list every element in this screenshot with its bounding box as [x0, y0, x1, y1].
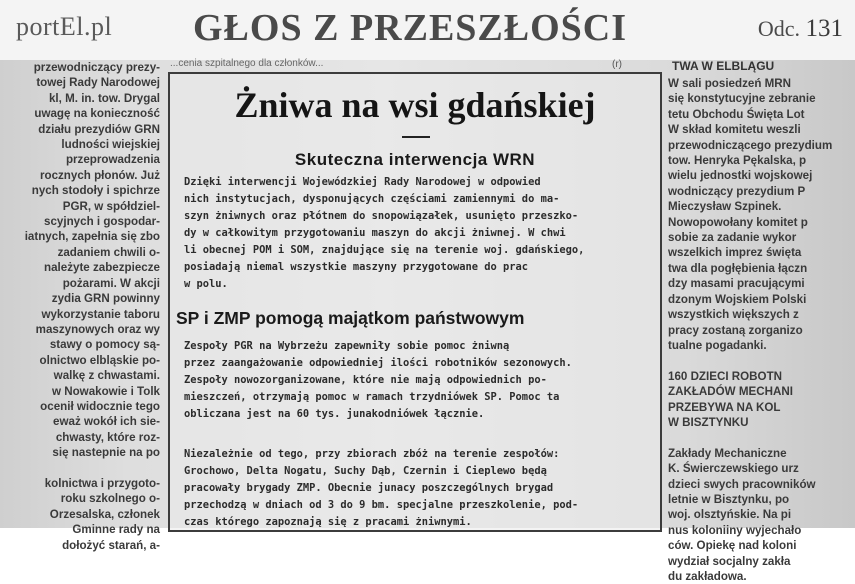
right-column-line: wszystkich większych z [668, 308, 799, 322]
left-column-line: iatnych, zapełnia się zbo [24, 230, 160, 244]
right-column-line: Zakłady Mechaniczne [668, 446, 787, 460]
right-column-line [668, 430, 855, 445]
article-paragraph-2 [184, 338, 650, 423]
article-line: Dzięki interwencji Wojewódzkiej Rady Narodowej w odpowied [184, 176, 541, 188]
right-column-line: letnie w Bisztynku, po [668, 492, 790, 506]
right-column-line: dzieci swych pracowników [668, 477, 816, 491]
article-line: Zespoły PGR na Wybrzeżu zapewniły sobie pomoc żniwną [184, 340, 510, 352]
article-paragraph-3 [184, 446, 650, 531]
left-column-line: w Nowakowie i Tolk [51, 384, 160, 398]
right-column-line: PRZEBYWA NA KOL [668, 400, 781, 414]
article-line: przechodzą w dniach od 3 do 9 bm. specjalne przeszkolenie, pod- [184, 499, 579, 511]
right-column-line [668, 353, 855, 368]
right-column-line: przewodniczącego prezydium [668, 138, 833, 152]
article-paragraph-1 [184, 174, 650, 293]
left-column-line: ludności wiejskiej [61, 138, 160, 152]
left-column-line: kl, M. in. tow. Drygal [48, 91, 160, 105]
article-line: posiadają niemal wszystkie maszyny przygotowane do prac [184, 261, 529, 273]
left-column-line: uwagę na konieczność [34, 107, 160, 121]
left-column-line: rocznych płonów. Już [39, 168, 160, 182]
left-column-line: chwasty, które roz- [55, 430, 160, 444]
article-line: czas którego zapoznają się z pracami żniwnymi. [184, 516, 472, 528]
right-column-line: sobie za zadanie wykor [668, 231, 797, 245]
left-column-line: PGR, w spółdziel- [62, 199, 160, 213]
page-header [0, 0, 855, 60]
right-column-line: W BISZTYNKU [668, 415, 749, 429]
left-column-line: wykorzystanie taboru [41, 307, 160, 321]
left-column-line: ocenił widocznie tego [40, 399, 160, 413]
left-column-line: walkę z chwastami. [53, 369, 160, 383]
article-line: mieszczeń, otrzymają pomoc w ramach trzydniówek SP. Pomoc ta [184, 391, 560, 403]
right-column-line: pracy zostaną zorganizo [668, 323, 803, 337]
right-column-line: W sali posiedzeń MRN [668, 77, 792, 90]
left-column-line: się nastepnie na po [52, 446, 160, 460]
right-column-line: twa dla pogłębienia łączn [668, 261, 808, 275]
right-column-line: tualne pogadanki. [668, 338, 767, 352]
article-line: dy w całkowitym przygotowaniu maszyn do akcji żniwnej. W chwi [184, 227, 566, 239]
right-column-line: 160 DZIECI ROBOTN [668, 369, 783, 383]
page-title: GŁOS Z PRZESZŁOŚCI [193, 7, 628, 49]
article-line: obliczana jest na 60 tys. junakodniówek łącznie. [184, 408, 485, 420]
headline-rule [402, 136, 430, 138]
article-line: li obecnej POM i SOM, znajdujące się na terenie woj. gdańskiego, [184, 244, 585, 256]
left-column-line: przewodniczący prezy- [33, 61, 160, 74]
right-column-line: ZAKŁADÓW MECHANI [668, 385, 793, 399]
right-column-header: TWA W ELBLĄGU [672, 59, 775, 73]
right-column-line: wszelkich imprez święta [668, 246, 802, 260]
left-column-line: dołożyć starań, a- [62, 538, 160, 552]
article-subhead-1: Skuteczna interwencja WRN [294, 150, 536, 169]
left-column-line: eważ wokół ich sie- [53, 415, 160, 429]
right-column-line: wodniczący prezydium P [668, 184, 806, 198]
left-column-line: należyte zabezpiecze [44, 261, 160, 275]
right-column-line: nus koloniiny wyjechało [668, 523, 802, 537]
article-headline: Żniwa na wsi gdańskiej [234, 85, 596, 125]
top-strip-text: ...cenia szpitalnego dla członków... [170, 58, 324, 69]
article-line: Zespoły nowozorganizowane, które nie mają odpowiednich po- [184, 374, 547, 386]
right-column-text [668, 76, 855, 584]
episode-indicator [758, 15, 843, 43]
logo-text: portEl.pl [16, 12, 113, 41]
episode-number: 131 [805, 15, 843, 42]
right-column-line: tetu Obchodu Święta Lot [668, 107, 805, 121]
article-line: pracowały brygady ZMP. Obecnie junacy poszczególnych brygad [184, 482, 554, 494]
left-column-line: olnictwo elbląskie po- [39, 353, 160, 367]
right-column-line: się konstytucyjne zebranie [668, 92, 816, 106]
left-column-line: roku szkolnego o- [60, 492, 160, 506]
left-column-line: kolnictwa i przygoto- [44, 476, 160, 490]
article-line: Niezależnie od tego, przy zbiorach zbóż na terenie zespołów: [184, 448, 560, 460]
article-line: Grochowo, Delta Nogatu, Suchy Dąb, Czernin i Cieplewo będą [184, 465, 547, 477]
right-column-line: dzonym Wojskiem Polski [668, 292, 807, 306]
right-column-line: W skład komitetu weszli [668, 123, 801, 137]
article-line: w polu. [184, 278, 228, 290]
right-column-line: dzy masami pracującymi [668, 277, 805, 291]
left-column-line [0, 461, 160, 476]
article-box [168, 72, 662, 532]
left-column-line: maszynowych oraz wy [35, 322, 160, 336]
article-line: szyn żniwnych oraz płótnem do snopowiązałek, usunięto przeszko- [184, 210, 579, 222]
right-column-line: wielu jednostki wojskowej [668, 169, 813, 183]
right-column-line: du zakładowa. [668, 570, 747, 583]
author-mark: (r) [612, 59, 622, 70]
left-column-line: Orzesalska, członek [49, 507, 160, 521]
left-column-line: nych stodoły i spichrze [31, 184, 160, 198]
article-line: przez zaangażowanie odpowiedniej ilości robotników sezonowych. [184, 357, 572, 369]
article-line: nich instytucjach, dysponujących częściami zamiennymi do ma- [184, 193, 560, 205]
left-column-line: zadaniem chwili o- [57, 245, 160, 259]
left-column-line: scyjnych i gospodar- [44, 215, 160, 229]
left-column-text [0, 60, 160, 553]
right-column-line: wydział socjalny zakła [668, 554, 791, 568]
article-subhead-2: SP i ZMP pomogą majątkom państwowym [176, 308, 525, 328]
left-column-line: pożarami. W akcji [62, 276, 160, 290]
episode-label: Odc. [757, 16, 800, 41]
right-column-line: K. Świerczewskiego urz [668, 462, 799, 476]
left-column-line: stawy o pomocy są- [49, 338, 160, 352]
left-column-line: działu prezydiów GRN [38, 122, 160, 136]
right-column-line: Nowopowołany komitet p [668, 215, 808, 229]
left-column-line: przeprowadzenia [65, 153, 160, 167]
right-column-line: tow. Henryka Pękalska, p [668, 154, 807, 168]
portel-logo[interactable] [16, 12, 112, 42]
left-column-line: zydia GRN powinny [51, 292, 160, 306]
left-column-line: Gminne rady na [72, 523, 160, 537]
left-column-line: towej Rady Narodowej [36, 76, 160, 90]
newspaper-scan [0, 58, 855, 583]
right-column-line: Mieczysław Szpinek. [668, 200, 782, 214]
right-column-line: woj. olsztyńskie. Na pi [668, 508, 792, 522]
right-column-line: ców. Opiekę nad koloni [668, 539, 797, 553]
